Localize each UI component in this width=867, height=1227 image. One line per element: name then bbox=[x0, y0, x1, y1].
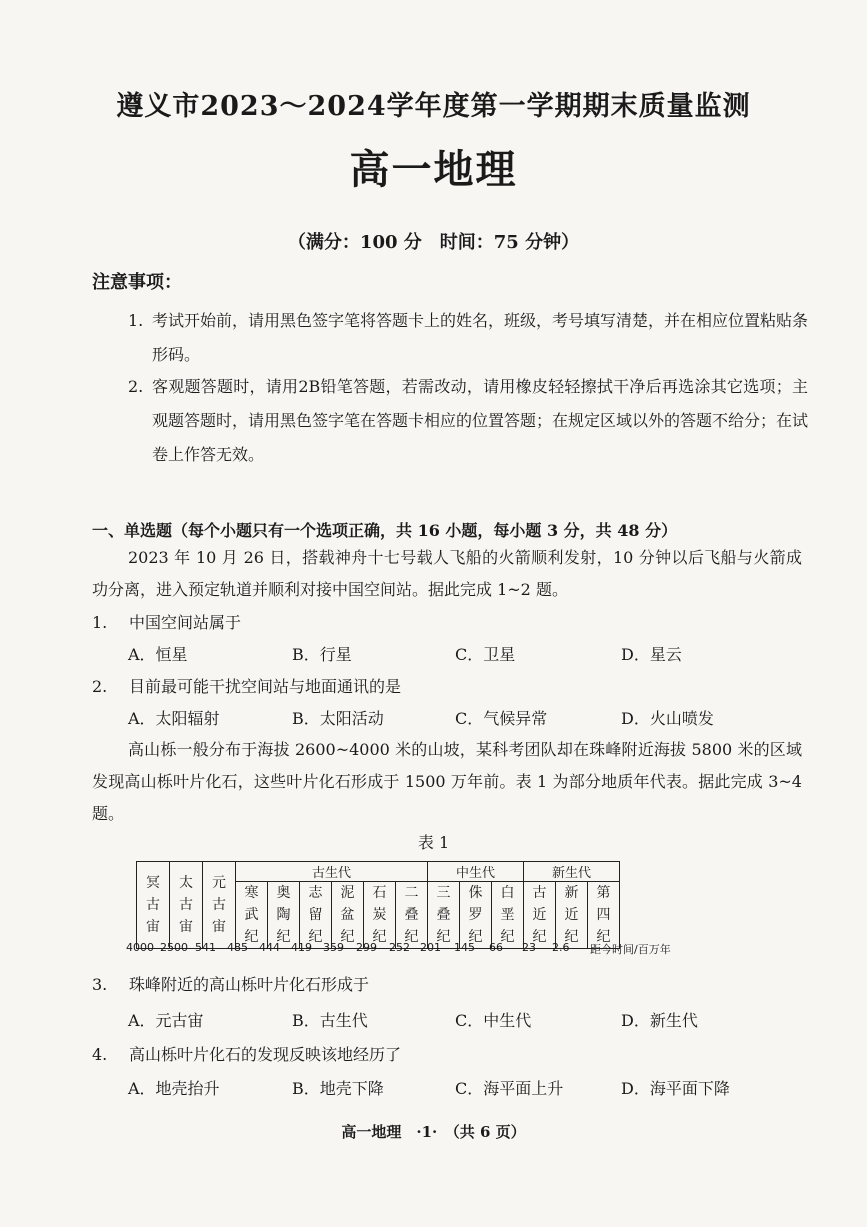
eon-cell bbox=[137, 862, 170, 949]
period-cell bbox=[524, 882, 556, 949]
notice-item-1 bbox=[128, 304, 808, 372]
tick-label: 252 bbox=[389, 941, 410, 954]
table-caption: 表 1 bbox=[417, 833, 450, 852]
option-d: D．海平面下降 bbox=[621, 1079, 730, 1098]
page-footer: 高一地理 ·1· （共 6 页） bbox=[341, 1123, 526, 1141]
notice-item-text: 考试开始前，请用黑色签字笔将答题卡上的姓名，班级，考号填写清楚，并在相应位置粘贴条形码。 bbox=[152, 311, 809, 364]
option-a: A．元古宙 bbox=[128, 1011, 204, 1030]
tick-label: 359 bbox=[323, 941, 344, 954]
period-label: 奥陶纪 bbox=[276, 885, 291, 945]
period-label: 泥盆纪 bbox=[340, 885, 355, 945]
subject-title: 高一地理 bbox=[349, 146, 518, 193]
option-c: C．气候异常 bbox=[455, 709, 548, 728]
period-label: 石炭纪 bbox=[372, 885, 387, 945]
period-label: 三叠纪 bbox=[436, 885, 451, 945]
option-a: A．地壳抬升 bbox=[128, 1079, 220, 1098]
option-c: C．卫星 bbox=[455, 645, 516, 664]
intro-paragraph-2: 高山栎一般分布于海拔 2600~4000 米的山坡，某科考团队却在珠峰附近海拔 5800 米的区域发现高山栎叶片化石，这些叶片化石形成于 1500 万年前。表 1 为部分地质年代表。据此完成 3~4 题。 bbox=[92, 740, 802, 823]
option-b: B．行星 bbox=[292, 645, 352, 664]
question-1 bbox=[92, 610, 241, 633]
period-label: 古近纪 bbox=[532, 885, 547, 945]
option-c: C．海平面上升 bbox=[455, 1079, 564, 1098]
geologic-time-table bbox=[136, 861, 620, 949]
period-cell bbox=[556, 882, 588, 949]
notice-item-number: 1. bbox=[128, 311, 144, 330]
period-label: 志留纪 bbox=[308, 885, 323, 945]
eon-label: 冥古宙 bbox=[146, 875, 160, 935]
tick-label: 145 bbox=[454, 941, 475, 954]
option-a: A．恒星 bbox=[128, 645, 188, 664]
period-cell bbox=[396, 882, 428, 949]
era-cell: 新生代 bbox=[524, 862, 620, 882]
option-b: B．古生代 bbox=[292, 1011, 368, 1030]
question-number: 1. bbox=[92, 613, 108, 632]
era-cell: 古生代 bbox=[236, 862, 428, 882]
tick-axis-label: 距今时间/百万年 bbox=[590, 943, 671, 956]
option-d: D．火山喷发 bbox=[621, 709, 714, 728]
eon-label: 太古宙 bbox=[179, 875, 193, 935]
period-label: 白垩纪 bbox=[500, 885, 515, 945]
exam-title: 遵义市2023～2024学年度第一学期期末质量监测 bbox=[116, 91, 751, 122]
period-cell bbox=[460, 882, 492, 949]
option-c: C．中生代 bbox=[455, 1011, 532, 1030]
question-stem: 高山栎叶片化石的发现反映该地经历了 bbox=[129, 1045, 402, 1064]
period-cell bbox=[236, 882, 268, 949]
question-number: 2. bbox=[92, 677, 108, 696]
period-cell bbox=[492, 882, 524, 949]
tick-label: 444 bbox=[259, 941, 280, 954]
tick-label: 4000 bbox=[126, 941, 154, 954]
score-time-line: （满分：100 分 时间：75 分钟） bbox=[287, 232, 580, 253]
eon-cell bbox=[170, 862, 203, 949]
question-2 bbox=[92, 674, 401, 697]
notice-item-text: 客观题答题时，请用2B铅笔答题，若需改动，请用橡皮轻轻擦拭干净后再选涂其它选项；主观题答题时，请用黑色签字笔在答题卡相应的位置答题；在规定区域以外的答题不给分；在试卷上作答无效。 bbox=[152, 377, 809, 464]
tick-label: 299 bbox=[356, 941, 377, 954]
period-label: 新近纪 bbox=[564, 885, 579, 945]
tick-label: 541 bbox=[195, 941, 216, 954]
tick-label: 485 bbox=[227, 941, 248, 954]
period-cell bbox=[428, 882, 460, 949]
period-cell bbox=[268, 882, 300, 949]
section-heading: 一、单选题（每个小题只有一个选项正确，共 16 小题，每小题 3 分，共 48 分） bbox=[92, 521, 678, 540]
question-4 bbox=[92, 1042, 401, 1065]
period-label: 二叠纪 bbox=[404, 885, 419, 945]
option-a: A．太阳辐射 bbox=[128, 709, 220, 728]
period-label: 寒武纪 bbox=[244, 885, 259, 945]
period-cell bbox=[300, 882, 332, 949]
question-stem: 目前最可能干扰空间站与地面通讯的是 bbox=[129, 677, 402, 696]
question-number: 3. bbox=[92, 975, 108, 994]
eon-cell bbox=[203, 862, 236, 949]
tick-label: 201 bbox=[420, 941, 441, 954]
option-d: D．新生代 bbox=[621, 1011, 698, 1030]
tick-label: 2500 bbox=[160, 941, 188, 954]
period-label: 侏罗纪 bbox=[468, 885, 483, 945]
period-cell bbox=[588, 882, 620, 949]
tick-label: 419 bbox=[291, 941, 312, 954]
question-stem: 珠峰附近的高山栎叶片化石形成于 bbox=[129, 975, 370, 994]
option-b: B．地壳下降 bbox=[292, 1079, 384, 1098]
tick-label: 23 bbox=[522, 941, 536, 954]
period-cell bbox=[332, 882, 364, 949]
notice-item-number: 2. bbox=[128, 377, 144, 396]
period-cell bbox=[364, 882, 396, 949]
question-3 bbox=[92, 972, 369, 995]
option-d: D．星云 bbox=[621, 645, 682, 664]
period-label: 第四纪 bbox=[596, 885, 611, 945]
question-number: 4. bbox=[92, 1045, 108, 1064]
tick-label: 66 bbox=[489, 941, 503, 954]
eon-label: 元古宙 bbox=[212, 875, 226, 935]
tick-label: 2.6 bbox=[552, 941, 570, 954]
notice-item-2 bbox=[128, 370, 808, 472]
question-stem: 中国空间站属于 bbox=[129, 613, 242, 632]
intro-paragraph-1: 2023 年 10 月 26 日，搭载神舟十七号载人飞船的火箭顺利发射，10 分钟以后飞船与火箭成功分离，进入预定轨道并顺利对接中国空间站。据此完成 1~2 题。 bbox=[92, 548, 802, 599]
notice-heading: 注意事项： bbox=[92, 272, 182, 293]
option-b: B．太阳活动 bbox=[292, 709, 384, 728]
era-cell: 中生代 bbox=[428, 862, 524, 882]
